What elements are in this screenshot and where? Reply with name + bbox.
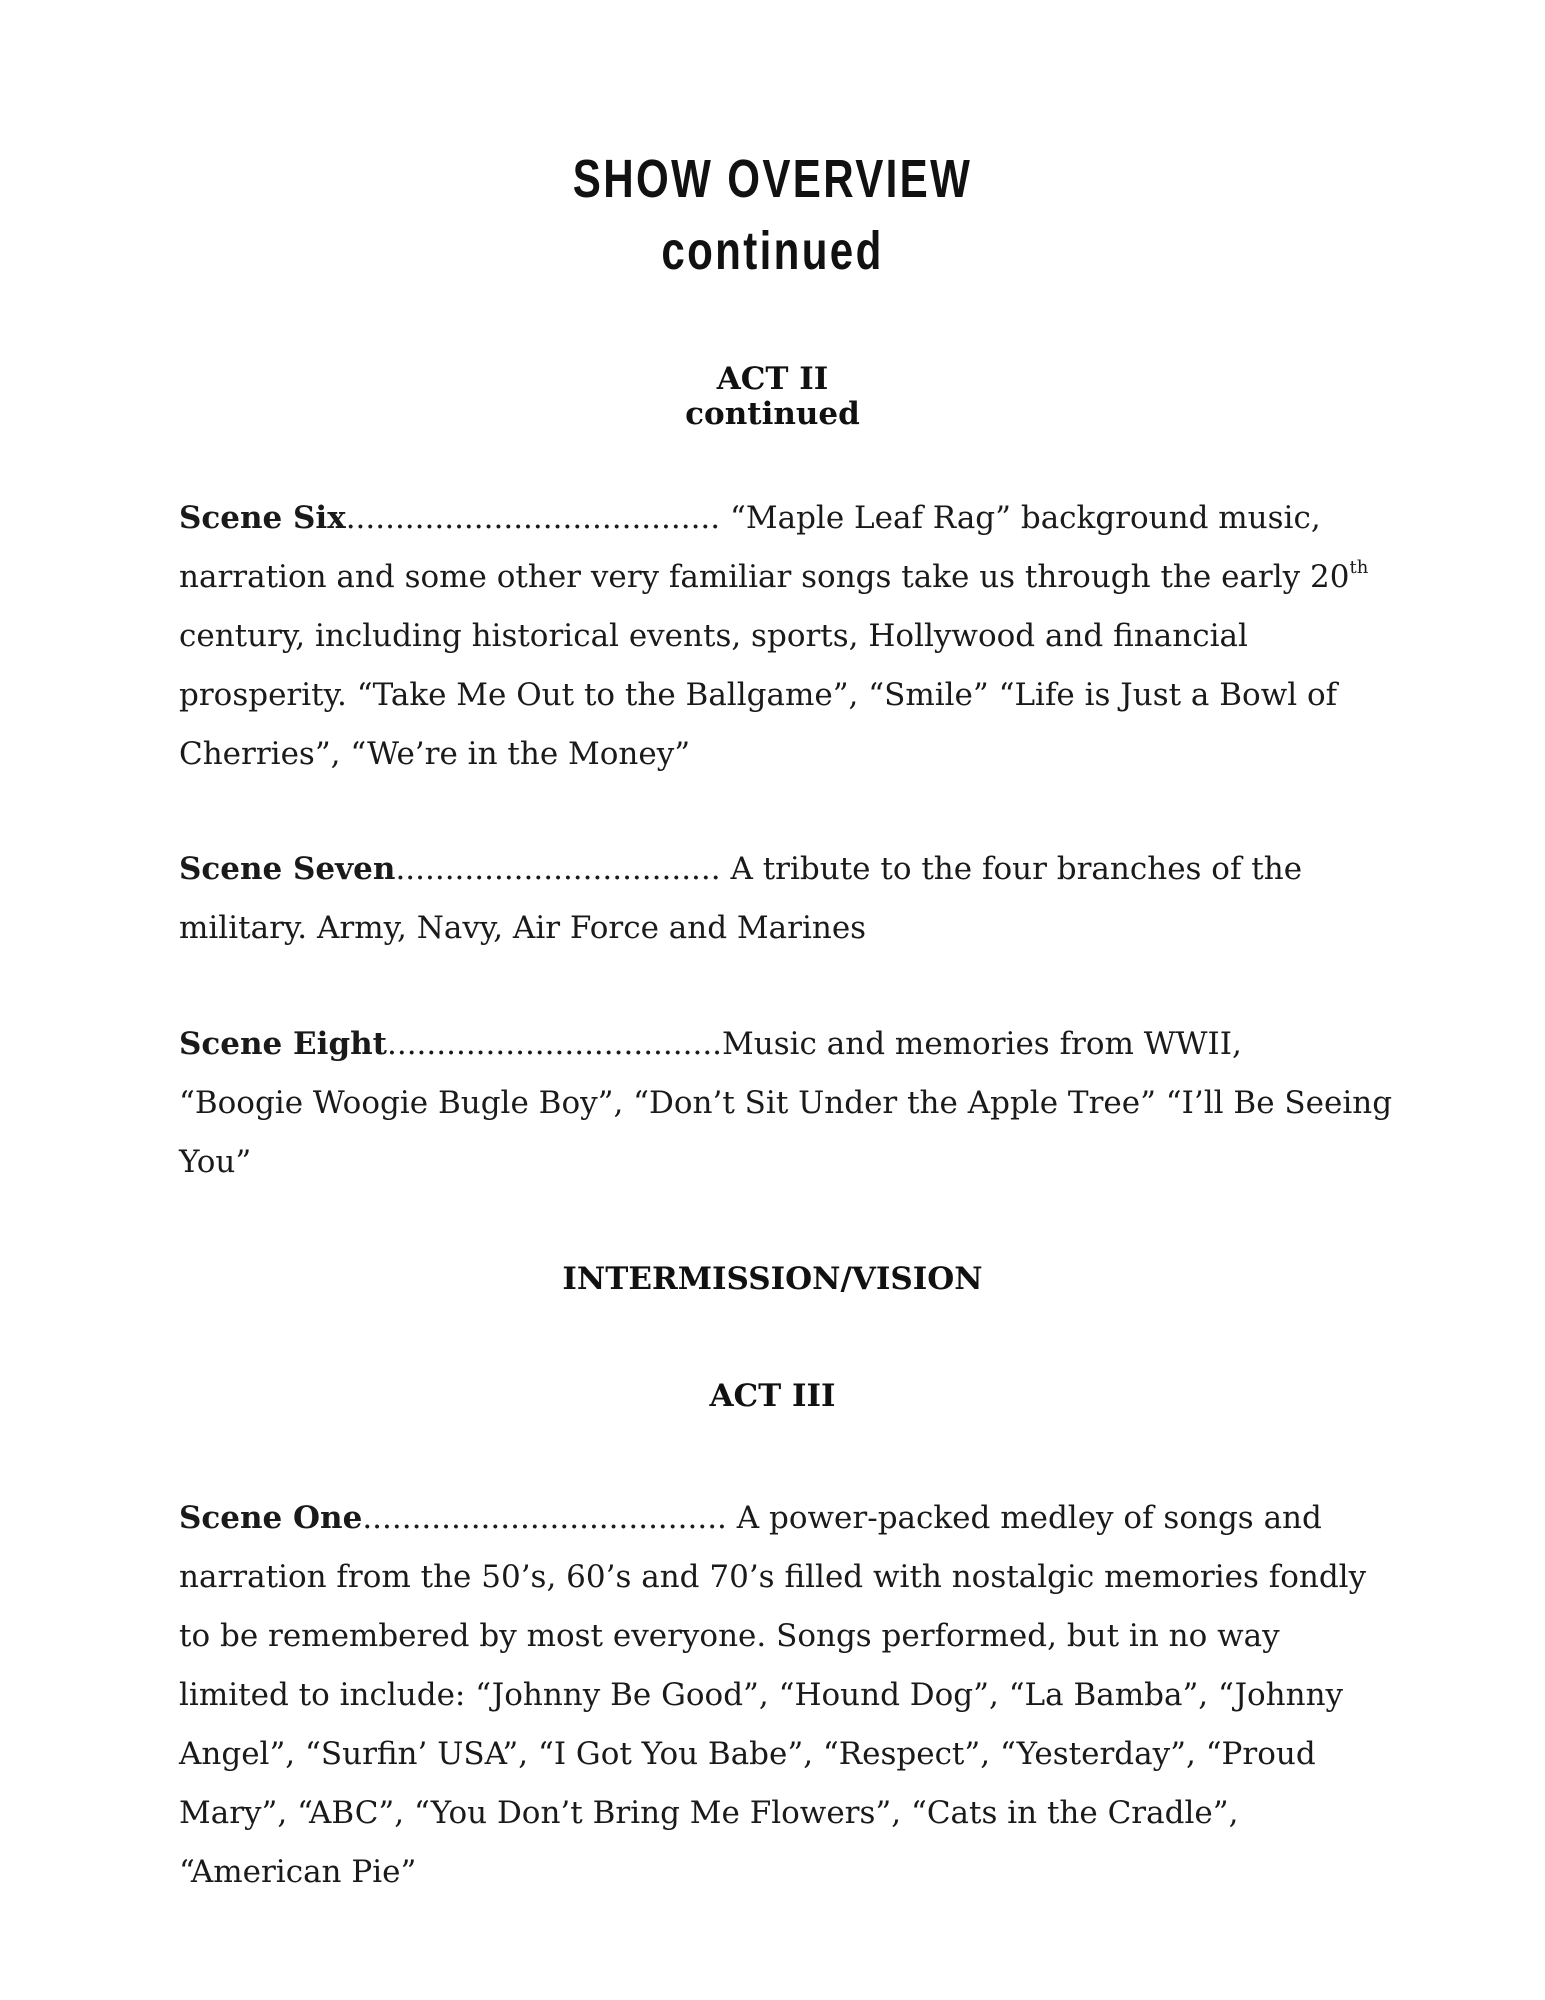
act-ii-heading — [0, 362, 1545, 432]
scene-seven-text-1: A tribute to the four branches of the — [720, 851, 1303, 887]
scene-seven-line-1 — [179, 840, 1379, 899]
act-iii-scene-one-line-7: “American Pie” — [179, 1854, 417, 1890]
scene-eight-label: Scene Eight — [179, 1026, 387, 1062]
scene-eight-line-1 — [179, 1015, 1379, 1074]
scene-six-text-1: “Maple Leaf Rag” background music, — [720, 500, 1321, 536]
scene-seven-label: Scene Seven — [179, 851, 396, 887]
scene-six-label: Scene Six — [179, 500, 346, 536]
scene-six-text-2: narration and some other very familiar songs take us through the early 20 — [179, 559, 1350, 595]
scene-six-superscript: th — [1349, 557, 1369, 578]
act-iii-scene-one-text-1: A power-packed medley of songs and — [726, 1500, 1322, 1536]
act-iii-scene-one-line-2: narration from the 50’s, 60’s and 70’s filled with nostalgic memories fondly — [179, 1559, 1367, 1595]
act-iii-scene-one-label: Scene One — [179, 1500, 363, 1536]
act-iii-scene-one-paragraph — [179, 1489, 1379, 1902]
intermission-heading: INTERMISSION/VISION — [562, 1261, 983, 1297]
act-iii-scene-one-leader-dots: ..................................... — [362, 1500, 727, 1536]
scene-eight-paragraph — [179, 1015, 1393, 1192]
scene-eight-line-2: “Boogie Woogie Bugle Boy”, “Don’t Sit Under the Apple Tree” “I’ll Be Seeing — [179, 1085, 1393, 1121]
act-ii-heading-line-1: ACT II — [716, 361, 829, 397]
act-iii-heading: ACT III — [709, 1378, 836, 1414]
scene-seven-line-2: military. Army, Navy, Air Force and Marines — [179, 910, 867, 946]
act-iii-scene-one-line-4: limited to include: “Johnny Be Good”, “Hound Dog”, “La Bamba”, “Johnny — [179, 1677, 1344, 1713]
title-line-2: continued — [661, 221, 884, 281]
act-iii-scene-one-line-1 — [179, 1489, 1379, 1548]
act-iii-scene-one-line-6: Mary”, “ABC”, “You Don’t Bring Me Flowers”, “Cats in the Cradle”, — [179, 1795, 1239, 1831]
scene-eight-line-3: You” — [179, 1144, 252, 1180]
scene-eight-text-1: Music and memories from WWII, — [722, 1026, 1242, 1062]
title-line-1: SHOW OVERVIEW — [572, 149, 973, 209]
page-title — [170, 143, 1375, 287]
scene-six-leader-dots: ...................................... — [345, 500, 721, 536]
scene-six-paragraph — [179, 489, 1379, 784]
scene-six-line-2 — [179, 548, 1379, 607]
act-iii-scene-one-line-3: to be remembered by most everyone. Songs performed, but in no way — [179, 1618, 1280, 1654]
scene-seven-leader-dots: ................................. — [395, 851, 721, 887]
act-iii-scene-one-line-5: Angel”, “Surfin’ USA”, “I Got You Babe”, “Respect”, “Yesterday”, “Proud — [179, 1736, 1316, 1772]
scene-six-line-4: prosperity. “Take Me Out to the Ballgame”, “Smile” “Life is Just a Bowl of — [179, 677, 1338, 713]
scene-seven-paragraph — [179, 840, 1379, 958]
act-ii-heading-line-2: continued — [685, 396, 860, 432]
scene-six-line-3: century, including historical events, sports, Hollywood and financial — [179, 618, 1248, 654]
scene-six-line-1 — [179, 489, 1379, 548]
scene-eight-leader-dots: .................................. — [386, 1026, 723, 1062]
scene-six-line-5: Cherries”, “We’re in the Money” — [179, 736, 691, 772]
